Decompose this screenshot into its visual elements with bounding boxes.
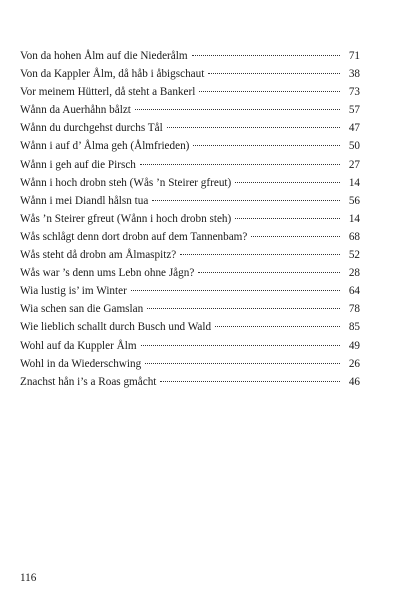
- toc-entry: [20, 83, 360, 101]
- toc-entry: [20, 174, 360, 192]
- dot-leader: [193, 145, 340, 146]
- dot-leader: [199, 91, 340, 92]
- dot-leader: [208, 73, 340, 74]
- toc-entry-page: 85: [348, 321, 360, 334]
- toc-entry: [20, 101, 360, 119]
- toc-entry-title: Wia lustig is’ im Winter: [20, 285, 127, 298]
- toc-entry-page: 27: [348, 158, 360, 171]
- page-number: 116: [20, 572, 37, 584]
- toc-entry: [20, 264, 360, 282]
- dot-leader: [251, 236, 340, 237]
- toc-entry: [20, 192, 360, 210]
- dot-leader: [215, 326, 340, 327]
- toc-entry-page: 71: [348, 50, 360, 62]
- toc-entry-title: Vor meinem Hütterl, då steht a Bankerl: [20, 86, 196, 99]
- toc-entry-page: 64: [348, 285, 360, 298]
- dot-leader: [140, 164, 340, 165]
- toc-entry: [20, 156, 360, 174]
- toc-entry-page: 47: [348, 122, 360, 135]
- toc-entry-title: Wie lieblich schallt durch Busch und Wald: [20, 321, 212, 334]
- toc-entry-title: Wånn i hoch drobn steh (Wås ’n Steirer gfreut): [20, 176, 232, 189]
- toc-entry-page: 28: [348, 267, 360, 280]
- toc-entry: [20, 246, 360, 264]
- toc-entry-page: 68: [348, 230, 360, 243]
- toc-entry: [20, 210, 360, 228]
- toc-entry-title: Wånn du durchgehst durchs Tål: [20, 122, 163, 135]
- toc-entry-title: Wohl in da Wiederschwing: [20, 357, 142, 370]
- toc-entry-title: Von da hohen Ålm auf die Niederålm: [20, 50, 188, 62]
- toc-entry: [20, 373, 360, 391]
- dot-leader: [160, 381, 340, 382]
- dot-leader: [167, 127, 340, 128]
- dot-leader: [147, 308, 340, 309]
- dot-leader: [180, 254, 340, 255]
- toc-entry: [20, 137, 360, 155]
- toc-entry-page: 14: [348, 212, 360, 225]
- toc-entry-page: 52: [348, 249, 360, 262]
- toc-entry-title: Wås war ’s denn ums Lebn ohne Jågn?: [20, 267, 195, 280]
- toc-entry: [20, 47, 360, 65]
- toc-entry: [20, 119, 360, 137]
- toc-entry-title: Znachst hån i’s a Roas gmåcht: [20, 375, 157, 388]
- toc-entry-title: Wånn da Auerhåhn bålzt: [20, 104, 131, 117]
- dot-leader: [131, 290, 340, 291]
- toc-entry-title: Wånn i mei Diandl hålsn tua: [20, 194, 149, 207]
- toc-entry-title: Wånn i geh auf die Pirsch: [20, 158, 136, 171]
- toc-entry-page: 50: [348, 140, 360, 153]
- toc-entry-title: Wia schen san die Gamslan: [20, 303, 144, 316]
- toc-entry: [20, 282, 360, 300]
- toc-entry-page: 78: [348, 303, 360, 316]
- toc-entry-page: 46: [348, 375, 360, 388]
- dot-leader: [135, 109, 340, 110]
- toc-entry-title: Von da Kappler Ålm, då håb i åbigschaut: [20, 68, 205, 81]
- dot-leader: [235, 218, 340, 219]
- toc-entry-page: 73: [348, 86, 360, 99]
- toc-entry-page: 26: [348, 357, 360, 370]
- toc-entry-page: 14: [348, 176, 360, 189]
- toc-entry: [20, 355, 360, 373]
- dot-leader: [198, 272, 340, 273]
- dot-leader: [152, 200, 340, 201]
- dot-leader: [141, 345, 340, 346]
- toc-entry-page: 38: [348, 68, 360, 81]
- toc-entry: [20, 337, 360, 355]
- table-of-contents: [20, 47, 360, 391]
- toc-entry-page: 57: [348, 104, 360, 117]
- toc-entry-title: Wås steht då drobn am Ålmaspitz?: [20, 249, 177, 262]
- toc-entry: [20, 65, 360, 83]
- toc-entry-page: 49: [348, 339, 360, 352]
- dot-leader: [192, 55, 340, 56]
- toc-entry-page: 56: [348, 194, 360, 207]
- dot-leader: [235, 182, 340, 183]
- toc-entry-title: Wånn i auf d’ Ålma geh (Ålmfrieden): [20, 140, 190, 153]
- toc-entry: [20, 228, 360, 246]
- dot-leader: [145, 363, 340, 364]
- toc-entry: [20, 300, 360, 318]
- toc-entry: [20, 318, 360, 336]
- toc-entry-title: Wohl auf da Kuppler Ålm: [20, 339, 137, 352]
- toc-entry-title: Wås ’n Steirer gfreut (Wånn i hoch drobn steh): [20, 212, 232, 225]
- toc-entry-title: Wås schlågt denn dort drobn auf dem Tannenbam?: [20, 230, 248, 243]
